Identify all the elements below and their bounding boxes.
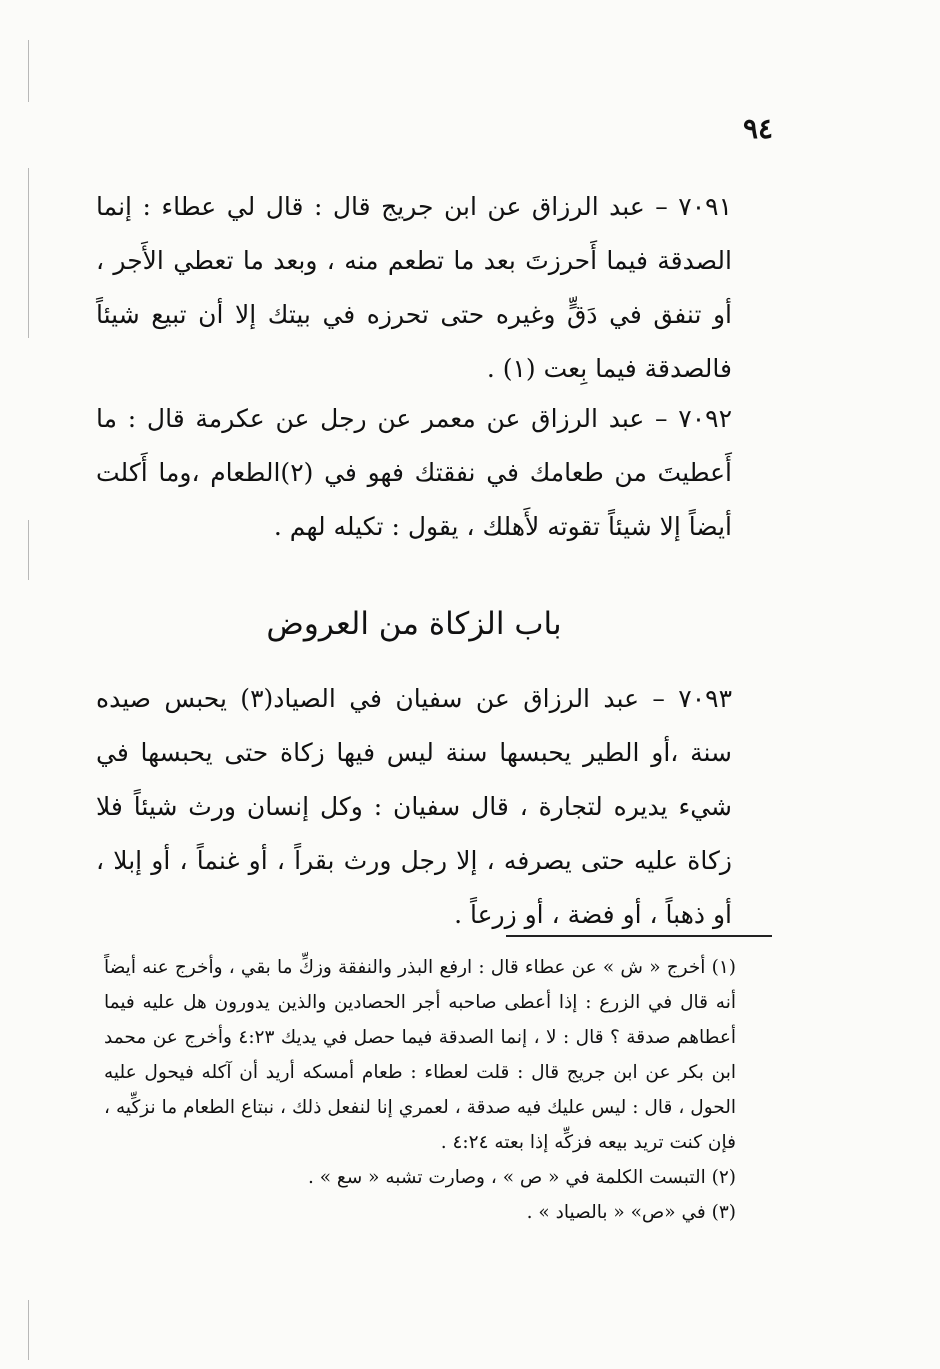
- binding-line-bottom: [28, 1300, 29, 1360]
- hadith-7091: [96, 180, 732, 396]
- footnotes: [104, 950, 736, 1230]
- hadith-7093: [96, 672, 732, 942]
- hadith-7091-text: ٧٠٩١ – عبد الرزاق عن ابن جريج قال : قال لي عطاء : إنما الصدقة فيما أَحرزتَ بعد ما تطعم منه ، وبعد ما تعطي الأَجر ، أو تنفق في دَقٍّ وغيره حتى تحرزه في بيتك إلا أن تبيع شيئاً فالصدقة فيما بِعت (١) .: [96, 192, 732, 383]
- hadith-7092: [96, 392, 732, 554]
- binding-line-lower: [28, 520, 29, 580]
- footnote-2: (٢) التبست الكلمة في « ص » ، وصارت تشبه « سع » .: [307, 1167, 736, 1188]
- footnote-separator: [506, 935, 772, 937]
- footnote-3: (٣) في «ص» « بالصياد » .: [526, 1202, 736, 1223]
- footnote-1: (١) أخرج « ش » عن عطاء قال : ارفع البذر والنفقة وزكِّ ما بقي ، وأخرج عنه أيضاً أنه قال في الزرع : إذا أعطى صاحبه أجر الحصادين والذين يدورون هل عليه فيما أعطاهم صدقة ؟ قال : لا ، إنما الصدقة فيما حصل في يديك ٤:٢٣ وأخرج عن محمد ابن بكر عن ابن جريج قال : قلت لعطاء : طعام أمسكه أريد أن آكله فيحول عليه الحول ، قال : ليس عليك فيه صدقة ، لعمري إنا لنفعل ذلك ، نبتاع الطعام ما نزكِّيه ، فإن كنت تريد بيعه فزكِّه إذا بعته ٤:٢٤ .: [104, 957, 736, 1153]
- hadith-7093-text: ٧٠٩٣ – عبد الرزاق عن سفيان في الصياد(٣) يحبس صيده سنة ،أو الطير يحبسها سنة ليس فيها زكاة حتى يحبسها في شيء يديره لتجارة ، قال سفيان : وكل إنسان ورث شيئاً فلا زكاة عليه حتى يصرفه ، إلا رجل ورث بقراً ، أو غنماً ، أو إبلا ، أو ذهباً ، أو فضة ، أو زرعاً .: [96, 684, 733, 929]
- chapter-title: باب الزكاة من العروض: [266, 606, 562, 642]
- binding-line-middle: [28, 168, 29, 338]
- page-number: ٩٤: [742, 112, 774, 145]
- hadith-7092-text: ٧٠٩٢ – عبد الرزاق عن معمر عن رجل عن عكرمة قال : ما أَعطيتَ من طعامك في نفقتك فهو في (٢)الطعام ،وما أَكلت أيضاً إلا شيئاً تقوته لأَهلك ، يقول : تكيله لهم .: [96, 404, 732, 541]
- binding-line-top: [28, 40, 29, 102]
